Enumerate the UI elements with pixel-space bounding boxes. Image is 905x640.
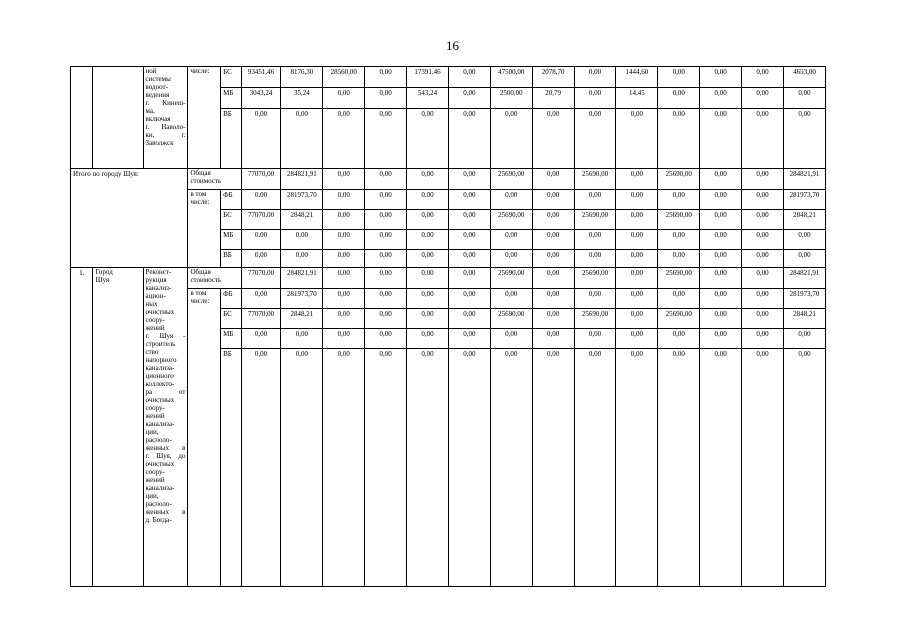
value-cell: 0,00 <box>658 349 700 587</box>
value-cell: 284821,91 <box>281 169 323 190</box>
source-label: МБ <box>221 230 241 250</box>
value-cell: 77070,00 <box>241 169 281 190</box>
value-cell: 0,00 <box>616 309 658 329</box>
value-cell: 0,00 <box>448 289 490 309</box>
value-cell: 17391,46 <box>407 67 449 88</box>
value-cell: 0,00 <box>448 250 490 268</box>
value-cell: 2078,70 <box>532 67 574 88</box>
value-cell: 0,00 <box>700 329 742 349</box>
value-cell: 0,00 <box>448 349 490 587</box>
value-cell: 0,00 <box>532 289 574 309</box>
value-cell: 0,00 <box>281 329 323 349</box>
value-cell: 0,00 <box>365 268 407 289</box>
city-total-title: Итого по городу Шуя: <box>71 169 188 268</box>
value-cell: 0,00 <box>490 250 532 268</box>
value-cell: 543,24 <box>407 88 449 109</box>
object-description: ной системы водоот- ведения г. Кинеш- ма, включая г. Наволо- ки, г. Заволжск <box>143 67 188 169</box>
value-cell: 0,00 <box>241 230 281 250</box>
value-cell: 0,00 <box>365 109 407 169</box>
value-cell: 2848,21 <box>281 210 323 230</box>
value-cell: 0,00 <box>700 289 742 309</box>
value-cell: 0,00 <box>658 250 700 268</box>
value-cell: 0,00 <box>448 309 490 329</box>
value-cell: 0,00 <box>532 250 574 268</box>
value-cell: 0,00 <box>407 329 449 349</box>
value-cell: 2848,21 <box>783 309 825 329</box>
source-label: ВБ <box>221 250 241 268</box>
value-cell: 0,00 <box>323 169 365 190</box>
row-label-cell: числе: <box>188 67 221 169</box>
value-cell: 281973,70 <box>281 289 323 309</box>
value-cell: 0,00 <box>574 67 616 88</box>
value-cell: 0,00 <box>241 190 281 210</box>
value-cell: 0,00 <box>783 230 825 250</box>
value-cell: 0,00 <box>532 309 574 329</box>
value-cell: 0,00 <box>448 230 490 250</box>
value-cell: 25690,00 <box>490 210 532 230</box>
including-label: в том числе: <box>188 190 221 268</box>
value-cell: 25690,00 <box>658 268 700 289</box>
source-label: ВБ <box>221 109 241 169</box>
value-cell: 0,00 <box>490 190 532 210</box>
value-cell: 0,00 <box>616 190 658 210</box>
value-cell: 14,45 <box>616 88 658 109</box>
value-cell: 77070,00 <box>241 210 281 230</box>
section-continuation <box>71 67 826 169</box>
number-cell <box>71 67 93 169</box>
section-item-1 <box>71 268 826 587</box>
value-cell: 0,00 <box>783 250 825 268</box>
value-cell: 0,00 <box>574 250 616 268</box>
value-cell: 0,00 <box>742 268 784 289</box>
value-cell: 0,00 <box>407 169 449 190</box>
value-cell: 0,00 <box>783 349 825 587</box>
value-cell: 0,00 <box>742 309 784 329</box>
value-cell: 0,00 <box>700 210 742 230</box>
value-cell: 0,00 <box>532 109 574 169</box>
value-cell: 0,00 <box>742 169 784 190</box>
value-cell: 0,00 <box>365 309 407 329</box>
value-cell: 0,00 <box>365 250 407 268</box>
including-label: в том числе: <box>188 289 221 587</box>
value-cell: 0,00 <box>658 329 700 349</box>
value-cell: 0,00 <box>742 329 784 349</box>
value-cell: 0,00 <box>241 349 281 587</box>
value-cell: 0,00 <box>658 230 700 250</box>
value-cell: 0,00 <box>448 169 490 190</box>
value-cell: 0,00 <box>658 109 700 169</box>
value-cell: 47500,00 <box>490 67 532 88</box>
value-cell: 0,00 <box>365 230 407 250</box>
value-cell: 0,00 <box>323 289 365 309</box>
value-cell: 0,00 <box>532 349 574 587</box>
value-cell: 77070,00 <box>241 309 281 329</box>
source-label: БС <box>221 210 241 230</box>
value-cell: 0,00 <box>407 268 449 289</box>
value-cell: 0,00 <box>742 109 784 169</box>
value-cell: 0,00 <box>700 250 742 268</box>
value-cell: 25690,00 <box>574 210 616 230</box>
value-cell: 0,00 <box>616 210 658 230</box>
value-cell: 0,00 <box>532 210 574 230</box>
item-city: Город Шуя <box>93 268 143 587</box>
value-cell: 0,00 <box>616 329 658 349</box>
value-cell: 0,00 <box>241 109 281 169</box>
value-cell: 0,00 <box>323 329 365 349</box>
value-cell: 0,00 <box>448 109 490 169</box>
budget-table <box>70 66 826 587</box>
value-cell: 0,00 <box>241 250 281 268</box>
value-cell: 0,00 <box>700 268 742 289</box>
value-cell: 0,00 <box>407 109 449 169</box>
source-label: БС <box>221 309 241 329</box>
value-cell: 0,00 <box>574 289 616 309</box>
value-cell: 25690,00 <box>574 169 616 190</box>
value-cell: 0,00 <box>742 289 784 309</box>
value-cell: 0,00 <box>490 109 532 169</box>
value-cell: 0,00 <box>574 190 616 210</box>
value-cell: 0,00 <box>783 88 825 109</box>
value-cell: 0,00 <box>281 109 323 169</box>
value-cell: 25690,00 <box>658 210 700 230</box>
value-cell: 0,00 <box>490 349 532 587</box>
value-cell: 0,00 <box>323 109 365 169</box>
value-cell: 0,00 <box>742 250 784 268</box>
value-cell: 0,00 <box>448 190 490 210</box>
value-cell: 2848,21 <box>783 210 825 230</box>
source-label: МБ <box>221 329 241 349</box>
value-cell: 0,00 <box>323 230 365 250</box>
value-cell: 35,24 <box>281 88 323 109</box>
value-cell: 0,00 <box>365 67 407 88</box>
value-cell: 0,00 <box>783 109 825 169</box>
value-cell: 4653,00 <box>783 67 825 88</box>
item-description: Реконст- рукция канализ- ацион- ных очистных соору- жений г. Шуя - строитель ство напорного канализа- ционного коллекто- ра от очистных соору- жений канализа- ции, располо- женных в г. Шуя, до очистных соору- жений канализа- ции, располо- женных в д. Богда- <box>143 268 188 587</box>
value-cell: 0,00 <box>700 190 742 210</box>
value-cell: 0,00 <box>365 349 407 587</box>
value-cell: 0,00 <box>700 169 742 190</box>
total-cost-label: Общая стоимость <box>188 268 241 289</box>
value-cell: 0,00 <box>700 309 742 329</box>
value-cell: 281973,70 <box>783 289 825 309</box>
value-cell: 25690,00 <box>490 309 532 329</box>
value-cell: 0,00 <box>700 109 742 169</box>
value-cell: 0,00 <box>365 329 407 349</box>
value-cell: 25690,00 <box>574 309 616 329</box>
value-cell: 0,00 <box>658 190 700 210</box>
value-cell: 284821,91 <box>281 268 323 289</box>
value-cell: 0,00 <box>490 230 532 250</box>
value-cell: 0,00 <box>700 230 742 250</box>
value-cell: 28560,00 <box>323 67 365 88</box>
value-cell: 0,00 <box>742 230 784 250</box>
value-cell: 0,00 <box>490 289 532 309</box>
value-cell: 0,00 <box>574 230 616 250</box>
value-cell: 281973,70 <box>783 190 825 210</box>
value-cell: 0,00 <box>658 289 700 309</box>
value-cell: 0,00 <box>407 210 449 230</box>
value-cell: 0,00 <box>574 329 616 349</box>
source-label: ВБ <box>221 349 241 587</box>
value-cell: 0,00 <box>323 309 365 329</box>
value-cell: 0,00 <box>616 268 658 289</box>
city-cell <box>93 67 143 169</box>
value-cell: 0,00 <box>365 210 407 230</box>
value-cell: 0,00 <box>323 190 365 210</box>
value-cell: 93451,46 <box>241 67 281 88</box>
value-cell: 0,00 <box>365 190 407 210</box>
value-cell: 0,00 <box>616 169 658 190</box>
value-cell: 0,00 <box>448 268 490 289</box>
value-cell: 0,00 <box>365 88 407 109</box>
value-cell: 0,00 <box>407 230 449 250</box>
value-cell: 0,00 <box>323 88 365 109</box>
value-cell: 0,00 <box>574 109 616 169</box>
value-cell: 0,00 <box>616 250 658 268</box>
value-cell: 0,00 <box>742 88 784 109</box>
value-cell: 8176,30 <box>281 67 323 88</box>
value-cell: 77070,00 <box>241 268 281 289</box>
value-cell: 0,00 <box>365 289 407 309</box>
value-cell: 25690,00 <box>490 268 532 289</box>
section-city-total <box>71 169 826 268</box>
value-cell: 3043,24 <box>241 88 281 109</box>
value-cell: 0,00 <box>490 329 532 349</box>
value-cell: 0,00 <box>407 250 449 268</box>
value-cell: 0,00 <box>700 88 742 109</box>
value-cell: 0,00 <box>742 190 784 210</box>
value-cell: 2848,21 <box>281 309 323 329</box>
value-cell: 0,00 <box>700 349 742 587</box>
value-cell: 0,00 <box>448 88 490 109</box>
source-label: МБ <box>221 88 241 109</box>
value-cell: 0,00 <box>241 329 281 349</box>
value-cell: 0,00 <box>407 190 449 210</box>
value-cell: 0,00 <box>616 289 658 309</box>
page-number: 16 <box>446 38 459 53</box>
value-cell: 2500,00 <box>490 88 532 109</box>
value-cell: 0,00 <box>407 349 449 587</box>
source-label: ФБ <box>221 289 241 309</box>
value-cell: 0,00 <box>532 329 574 349</box>
value-cell: 284821,91 <box>783 169 825 190</box>
value-cell: 0,00 <box>616 349 658 587</box>
value-cell: 25690,00 <box>574 268 616 289</box>
value-cell: 0,00 <box>532 268 574 289</box>
value-cell: 0,00 <box>281 230 323 250</box>
value-cell: 0,00 <box>448 210 490 230</box>
source-label: ФБ <box>221 190 241 210</box>
value-cell: 0,00 <box>616 230 658 250</box>
value-cell: 0,00 <box>783 329 825 349</box>
value-cell: 0,00 <box>407 289 449 309</box>
value-cell: 0,00 <box>742 349 784 587</box>
value-cell: 0,00 <box>323 349 365 587</box>
value-cell: 0,00 <box>658 67 700 88</box>
value-cell: 0,00 <box>448 67 490 88</box>
value-cell: 0,00 <box>742 67 784 88</box>
value-cell: 0,00 <box>281 349 323 587</box>
value-cell: 0,00 <box>241 289 281 309</box>
value-cell: 0,00 <box>323 210 365 230</box>
total-cost-label: Общая стоимость <box>188 169 241 190</box>
value-cell: 284821,91 <box>783 268 825 289</box>
value-cell: 20,79 <box>532 88 574 109</box>
value-cell: 281973,70 <box>281 190 323 210</box>
value-cell: 0,00 <box>532 190 574 210</box>
value-cell: 0,00 <box>448 329 490 349</box>
value-cell: 0,00 <box>742 210 784 230</box>
value-cell: 25690,00 <box>658 169 700 190</box>
value-cell: 0,00 <box>323 250 365 268</box>
value-cell: 0,00 <box>323 268 365 289</box>
value-cell: 0,00 <box>365 169 407 190</box>
item-number: 1. <box>71 268 93 587</box>
value-cell: 0,00 <box>532 230 574 250</box>
value-cell: 25690,00 <box>658 309 700 329</box>
value-cell: 25690,00 <box>490 169 532 190</box>
value-cell: 0,00 <box>700 67 742 88</box>
value-cell: 1444,60 <box>616 67 658 88</box>
value-cell: 0,00 <box>574 349 616 587</box>
value-cell: 0,00 <box>574 88 616 109</box>
source-label: БС <box>221 67 241 88</box>
value-cell: 0,00 <box>281 250 323 268</box>
value-cell: 0,00 <box>407 309 449 329</box>
value-cell: 0,00 <box>532 169 574 190</box>
value-cell: 0,00 <box>616 109 658 169</box>
value-cell: 0,00 <box>658 88 700 109</box>
